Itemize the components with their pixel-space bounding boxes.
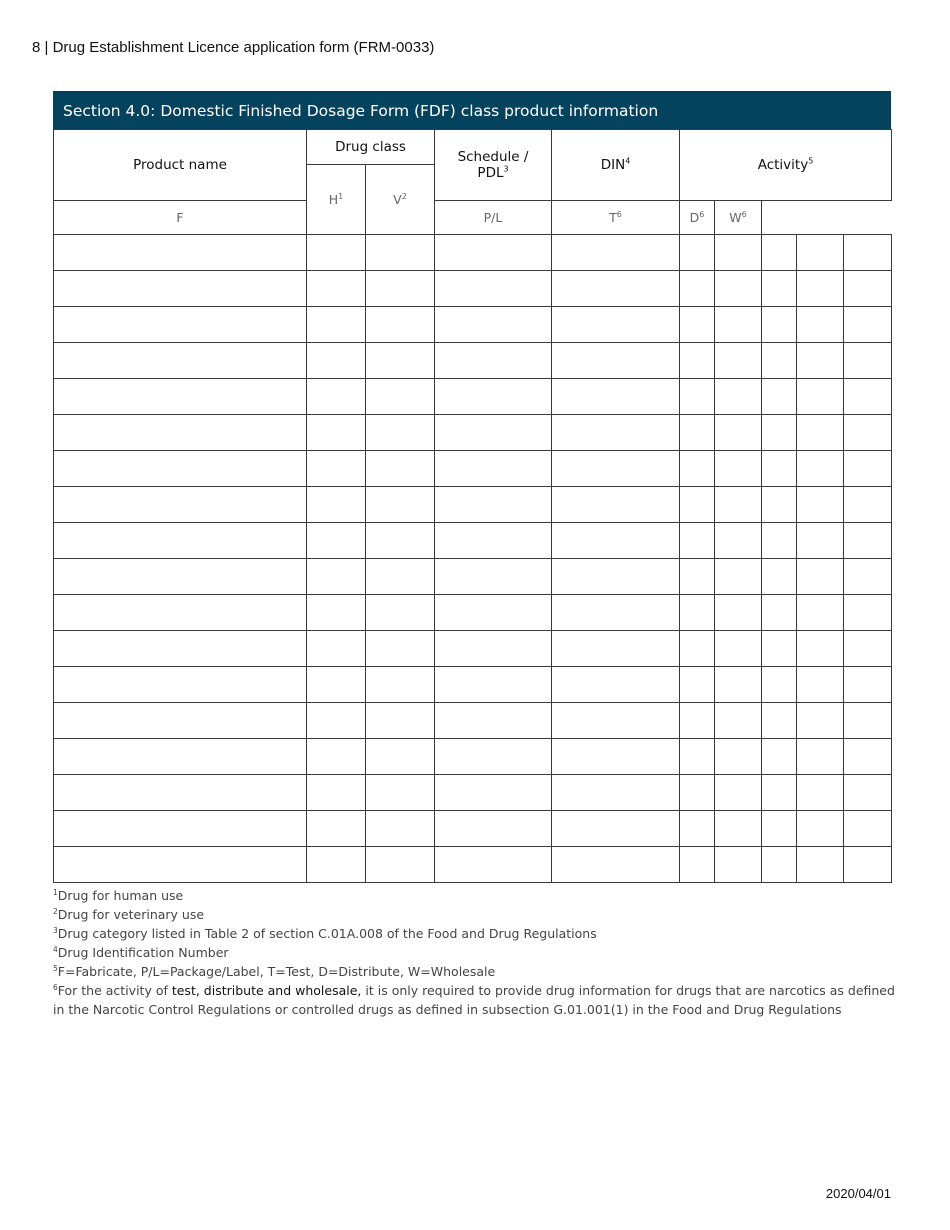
table-row bbox=[54, 847, 892, 883]
cell-t[interactable] bbox=[762, 703, 797, 739]
cell-h[interactable] bbox=[307, 703, 366, 739]
footnote-number: 6 bbox=[53, 982, 58, 992]
cell-pl[interactable] bbox=[715, 595, 762, 631]
cell-product-name[interactable] bbox=[54, 307, 307, 343]
cell-t[interactable] bbox=[762, 235, 797, 271]
header-schedule-pdl bbox=[435, 130, 552, 201]
cell-t[interactable] bbox=[762, 379, 797, 415]
cell-schedule-pdl[interactable] bbox=[435, 271, 552, 307]
header-v bbox=[366, 165, 435, 235]
table-row bbox=[54, 775, 892, 811]
cell-product-name[interactable] bbox=[54, 595, 307, 631]
cell-d[interactable] bbox=[797, 595, 844, 631]
cell-pl[interactable] bbox=[715, 739, 762, 775]
cell-product-name[interactable] bbox=[54, 343, 307, 379]
header-f: F bbox=[54, 201, 307, 235]
cell-d[interactable] bbox=[797, 703, 844, 739]
cell-d[interactable] bbox=[797, 523, 844, 559]
header-h bbox=[307, 165, 366, 235]
cell-schedule-pdl[interactable] bbox=[435, 307, 552, 343]
cell-f[interactable] bbox=[680, 595, 715, 631]
cell-din[interactable] bbox=[552, 451, 680, 487]
footnote-emphasis: test, distribute and wholesale, bbox=[171, 983, 362, 998]
cell-h[interactable] bbox=[307, 559, 366, 595]
cell-pl[interactable] bbox=[715, 631, 762, 667]
cell-v[interactable] bbox=[366, 487, 435, 523]
cell-din[interactable] bbox=[552, 667, 680, 703]
footnote-1 bbox=[53, 886, 903, 905]
cell-h[interactable] bbox=[307, 343, 366, 379]
header-activity-label: Activity bbox=[757, 157, 809, 173]
cell-schedule-pdl[interactable] bbox=[435, 415, 552, 451]
cell-h[interactable] bbox=[307, 523, 366, 559]
cell-product-name[interactable] bbox=[54, 703, 307, 739]
cell-product-name[interactable] bbox=[54, 451, 307, 487]
cell-pl[interactable] bbox=[715, 775, 762, 811]
cell-pl[interactable] bbox=[715, 811, 762, 847]
cell-product-name[interactable] bbox=[54, 235, 307, 271]
header-d bbox=[680, 201, 715, 235]
cell-f[interactable] bbox=[680, 487, 715, 523]
cell-d[interactable] bbox=[797, 847, 844, 883]
cell-w[interactable] bbox=[844, 703, 892, 739]
cell-v[interactable] bbox=[366, 307, 435, 343]
cell-t[interactable] bbox=[762, 775, 797, 811]
header-w-label: W bbox=[729, 210, 742, 225]
cell-product-name[interactable] bbox=[54, 559, 307, 595]
cell-w[interactable] bbox=[844, 415, 892, 451]
cell-schedule-pdl[interactable] bbox=[435, 379, 552, 415]
footnote-ref: 4 bbox=[625, 156, 631, 166]
footnote-number: 5 bbox=[53, 963, 58, 973]
cell-product-name[interactable] bbox=[54, 523, 307, 559]
cell-v[interactable] bbox=[366, 235, 435, 271]
cell-h[interactable] bbox=[307, 811, 366, 847]
cell-f[interactable] bbox=[680, 415, 715, 451]
cell-v[interactable] bbox=[366, 559, 435, 595]
footnote-2 bbox=[53, 905, 903, 924]
cell-pl[interactable] bbox=[715, 307, 762, 343]
cell-din[interactable] bbox=[552, 811, 680, 847]
cell-schedule-pdl[interactable] bbox=[435, 811, 552, 847]
header-drug-class: Drug class bbox=[307, 130, 435, 165]
cell-t[interactable] bbox=[762, 487, 797, 523]
cell-h[interactable] bbox=[307, 667, 366, 703]
cell-d[interactable] bbox=[797, 487, 844, 523]
cell-d[interactable] bbox=[797, 559, 844, 595]
cell-h[interactable] bbox=[307, 379, 366, 415]
cell-din[interactable] bbox=[552, 559, 680, 595]
table-row bbox=[54, 523, 892, 559]
cell-din[interactable] bbox=[552, 271, 680, 307]
cell-din[interactable] bbox=[552, 487, 680, 523]
cell-din[interactable] bbox=[552, 523, 680, 559]
footnote-ref: 1 bbox=[338, 191, 344, 201]
cell-w[interactable] bbox=[844, 307, 892, 343]
header-t bbox=[552, 201, 680, 235]
cell-h[interactable] bbox=[307, 595, 366, 631]
footnote-ref: 5 bbox=[808, 156, 814, 166]
cell-schedule-pdl[interactable] bbox=[435, 523, 552, 559]
footnote-ref: 3 bbox=[503, 164, 509, 174]
cell-t[interactable] bbox=[762, 559, 797, 595]
cell-v[interactable] bbox=[366, 775, 435, 811]
cell-f[interactable] bbox=[680, 847, 715, 883]
cell-d[interactable] bbox=[797, 775, 844, 811]
cell-d[interactable] bbox=[797, 667, 844, 703]
cell-product-name[interactable] bbox=[54, 847, 307, 883]
cell-d[interactable] bbox=[797, 271, 844, 307]
cell-schedule-pdl[interactable] bbox=[435, 775, 552, 811]
product-rows bbox=[54, 235, 892, 883]
footnote-6 bbox=[53, 981, 903, 1019]
footnote-number: 1 bbox=[53, 887, 58, 897]
table-row bbox=[54, 703, 892, 739]
cell-schedule-pdl[interactable] bbox=[435, 451, 552, 487]
cell-product-name[interactable] bbox=[54, 487, 307, 523]
cell-schedule-pdl[interactable] bbox=[435, 667, 552, 703]
cell-schedule-pdl[interactable] bbox=[435, 487, 552, 523]
cell-pl[interactable] bbox=[715, 847, 762, 883]
table-row bbox=[54, 415, 892, 451]
cell-v[interactable] bbox=[366, 343, 435, 379]
cell-f[interactable] bbox=[680, 703, 715, 739]
cell-t[interactable] bbox=[762, 667, 797, 703]
cell-d[interactable] bbox=[797, 235, 844, 271]
cell-f[interactable] bbox=[680, 739, 715, 775]
table-row bbox=[54, 739, 892, 775]
footnote-ref: 6 bbox=[699, 209, 705, 219]
cell-t[interactable] bbox=[762, 451, 797, 487]
cell-product-name[interactable] bbox=[54, 811, 307, 847]
cell-t[interactable] bbox=[762, 631, 797, 667]
cell-t[interactable] bbox=[762, 739, 797, 775]
cell-f[interactable] bbox=[680, 667, 715, 703]
cell-h[interactable] bbox=[307, 415, 366, 451]
cell-pl[interactable] bbox=[715, 235, 762, 271]
cell-w[interactable] bbox=[844, 667, 892, 703]
cell-schedule-pdl[interactable] bbox=[435, 847, 552, 883]
footnote-text: Drug Identification Number bbox=[57, 945, 229, 960]
footnote-number: 2 bbox=[53, 906, 58, 916]
table-row bbox=[54, 811, 892, 847]
cell-f[interactable] bbox=[680, 307, 715, 343]
header-w bbox=[715, 201, 762, 235]
cell-t[interactable] bbox=[762, 343, 797, 379]
header-din-label: DIN bbox=[600, 157, 626, 173]
header-din bbox=[552, 130, 680, 201]
page-header: 8 | Drug Establishment Licence application form (FRM-0033) bbox=[32, 39, 435, 56]
cell-pl[interactable] bbox=[715, 523, 762, 559]
cell-f[interactable] bbox=[680, 775, 715, 811]
cell-v[interactable] bbox=[366, 451, 435, 487]
header-d-label: D bbox=[689, 210, 700, 225]
footnote-ref: 6 bbox=[616, 209, 622, 219]
cell-w[interactable] bbox=[844, 271, 892, 307]
cell-f[interactable] bbox=[680, 523, 715, 559]
footnote-5 bbox=[53, 962, 903, 981]
footnote-number: 4 bbox=[53, 944, 58, 954]
cell-schedule-pdl[interactable] bbox=[435, 739, 552, 775]
cell-h[interactable] bbox=[307, 451, 366, 487]
header-schedule-line1: Schedule / bbox=[457, 149, 529, 165]
cell-pl[interactable] bbox=[715, 559, 762, 595]
cell-h[interactable] bbox=[307, 271, 366, 307]
cell-f[interactable] bbox=[680, 343, 715, 379]
cell-d[interactable] bbox=[797, 379, 844, 415]
cell-t[interactable] bbox=[762, 595, 797, 631]
cell-product-name[interactable] bbox=[54, 631, 307, 667]
table-row bbox=[54, 343, 892, 379]
cell-t[interactable] bbox=[762, 847, 797, 883]
cell-h[interactable] bbox=[307, 235, 366, 271]
footnote-text: For the activity of bbox=[57, 983, 172, 998]
table-row bbox=[54, 631, 892, 667]
cell-v[interactable] bbox=[366, 703, 435, 739]
cell-t[interactable] bbox=[762, 523, 797, 559]
cell-w[interactable] bbox=[844, 343, 892, 379]
cell-f[interactable] bbox=[680, 559, 715, 595]
footnote-text: it is only required to provide drug information for drugs that are narcotics as defined in the Narcotic Control Regulations or controlled drugs as defined in subsection G.01.001(1) in the Food and Drug Regulations bbox=[53, 983, 895, 1017]
cell-pl[interactable] bbox=[715, 451, 762, 487]
cell-product-name[interactable] bbox=[54, 415, 307, 451]
cell-pl[interactable] bbox=[715, 379, 762, 415]
cell-t[interactable] bbox=[762, 307, 797, 343]
cell-t[interactable] bbox=[762, 415, 797, 451]
cell-w[interactable] bbox=[844, 523, 892, 559]
cell-w[interactable] bbox=[844, 811, 892, 847]
table-row bbox=[54, 307, 892, 343]
footnote-text: Drug category listed in Table 2 of section C.01A.008 of the Food and Drug Regulations bbox=[57, 926, 597, 941]
cell-w[interactable] bbox=[844, 559, 892, 595]
header-pl: P/L bbox=[435, 201, 552, 235]
cell-schedule-pdl[interactable] bbox=[435, 631, 552, 667]
cell-din[interactable] bbox=[552, 307, 680, 343]
cell-w[interactable] bbox=[844, 631, 892, 667]
cell-f[interactable] bbox=[680, 271, 715, 307]
cell-schedule-pdl[interactable] bbox=[435, 703, 552, 739]
cell-din[interactable] bbox=[552, 595, 680, 631]
cell-din[interactable] bbox=[552, 847, 680, 883]
cell-v[interactable] bbox=[366, 739, 435, 775]
cell-d[interactable] bbox=[797, 631, 844, 667]
table-row bbox=[54, 595, 892, 631]
cell-h[interactable] bbox=[307, 775, 366, 811]
cell-schedule-pdl[interactable] bbox=[435, 235, 552, 271]
cell-t[interactable] bbox=[762, 811, 797, 847]
cell-din[interactable] bbox=[552, 631, 680, 667]
cell-w[interactable] bbox=[844, 847, 892, 883]
cell-w[interactable] bbox=[844, 739, 892, 775]
header-activity bbox=[680, 130, 892, 201]
cell-din[interactable] bbox=[552, 235, 680, 271]
footnote-list bbox=[53, 886, 903, 981]
footnote-ref: 2 bbox=[401, 191, 407, 201]
header-schedule-line2: PDL bbox=[477, 165, 504, 181]
footnote-text: Drug for veterinary use bbox=[57, 907, 205, 922]
cell-schedule-pdl[interactable] bbox=[435, 595, 552, 631]
cell-w[interactable] bbox=[844, 235, 892, 271]
cell-h[interactable] bbox=[307, 307, 366, 343]
cell-v[interactable] bbox=[366, 379, 435, 415]
cell-pl[interactable] bbox=[715, 703, 762, 739]
cell-d[interactable] bbox=[797, 811, 844, 847]
cell-pl[interactable] bbox=[715, 343, 762, 379]
cell-product-name[interactable] bbox=[54, 775, 307, 811]
cell-h[interactable] bbox=[307, 487, 366, 523]
footnote-ref: 6 bbox=[741, 209, 747, 219]
cell-t[interactable] bbox=[762, 271, 797, 307]
cell-f[interactable] bbox=[680, 235, 715, 271]
cell-h[interactable] bbox=[307, 739, 366, 775]
cell-pl[interactable] bbox=[715, 667, 762, 703]
cell-din[interactable] bbox=[552, 739, 680, 775]
cell-w[interactable] bbox=[844, 379, 892, 415]
cell-v[interactable] bbox=[366, 271, 435, 307]
cell-pl[interactable] bbox=[715, 271, 762, 307]
cell-din[interactable] bbox=[552, 379, 680, 415]
table-row bbox=[54, 235, 892, 271]
table-row bbox=[54, 379, 892, 415]
cell-din[interactable] bbox=[552, 775, 680, 811]
footnote-4 bbox=[53, 943, 903, 962]
cell-h[interactable] bbox=[307, 631, 366, 667]
cell-v[interactable] bbox=[366, 415, 435, 451]
footnote-text: F=Fabricate, P/L=Package/Label, T=Test, D=Distribute, W=Wholesale bbox=[57, 964, 496, 979]
cell-d[interactable] bbox=[797, 451, 844, 487]
table-row bbox=[54, 271, 892, 307]
table-row bbox=[54, 487, 892, 523]
footnote-3 bbox=[53, 924, 903, 943]
header-v-label: V bbox=[393, 192, 402, 207]
header-t-label: T bbox=[609, 210, 617, 225]
cell-f[interactable] bbox=[680, 451, 715, 487]
cell-product-name[interactable] bbox=[54, 667, 307, 703]
cell-w[interactable] bbox=[844, 775, 892, 811]
cell-product-name[interactable] bbox=[54, 271, 307, 307]
cell-d[interactable] bbox=[797, 739, 844, 775]
cell-pl[interactable] bbox=[715, 415, 762, 451]
header-product-name: Product name bbox=[54, 130, 307, 201]
footnote-text: Drug for human use bbox=[57, 888, 184, 903]
cell-v[interactable] bbox=[366, 523, 435, 559]
section-title: Section 4.0: Domestic Finished Dosage Form (FDF) class product information bbox=[53, 91, 891, 129]
cell-din[interactable] bbox=[552, 343, 680, 379]
cell-v[interactable] bbox=[366, 595, 435, 631]
cell-f[interactable] bbox=[680, 379, 715, 415]
table-row bbox=[54, 559, 892, 595]
cell-f[interactable] bbox=[680, 811, 715, 847]
cell-f[interactable] bbox=[680, 631, 715, 667]
footnotes bbox=[53, 886, 903, 1019]
product-information-form bbox=[53, 91, 891, 883]
cell-v[interactable] bbox=[366, 811, 435, 847]
cell-v[interactable] bbox=[366, 847, 435, 883]
table-row bbox=[54, 451, 892, 487]
cell-w[interactable] bbox=[844, 595, 892, 631]
cell-h[interactable] bbox=[307, 847, 366, 883]
cell-w[interactable] bbox=[844, 487, 892, 523]
cell-din[interactable] bbox=[552, 415, 680, 451]
table-row bbox=[54, 667, 892, 703]
cell-v[interactable] bbox=[366, 631, 435, 667]
header-h-label: H bbox=[328, 192, 339, 207]
cell-din[interactable] bbox=[552, 703, 680, 739]
cell-schedule-pdl[interactable] bbox=[435, 343, 552, 379]
cell-d[interactable] bbox=[797, 307, 844, 343]
cell-schedule-pdl[interactable] bbox=[435, 559, 552, 595]
cell-d[interactable] bbox=[797, 343, 844, 379]
document-date: 2020/04/01 bbox=[825, 1186, 891, 1201]
footnote-number: 3 bbox=[53, 925, 58, 935]
product-table bbox=[53, 129, 892, 883]
cell-product-name[interactable] bbox=[54, 379, 307, 415]
cell-product-name[interactable] bbox=[54, 739, 307, 775]
cell-w[interactable] bbox=[844, 451, 892, 487]
cell-v[interactable] bbox=[366, 667, 435, 703]
cell-pl[interactable] bbox=[715, 487, 762, 523]
cell-d[interactable] bbox=[797, 415, 844, 451]
